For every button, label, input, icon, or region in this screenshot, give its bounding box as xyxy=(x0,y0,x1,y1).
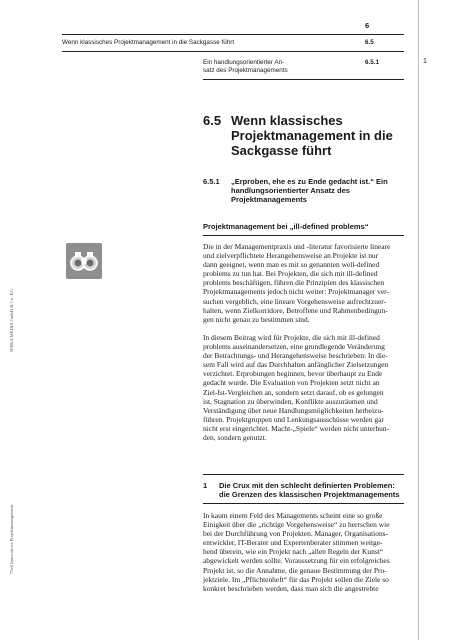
sidebar-book-title: 73e6 Innovatives Projektmanagement xyxy=(9,504,14,574)
text-line: gedacht wurde. Die Evaluation von Projekten setzt nicht an xyxy=(203,378,380,388)
text-line: den, sondern genutzt. xyxy=(203,433,267,443)
heading-ill-defined-problems: Projektmanagement bei „ill-defined problems“ xyxy=(203,222,369,231)
paragraph-intro xyxy=(203,242,403,324)
section-number: 6.5 xyxy=(203,113,222,128)
paragraph-crux xyxy=(203,511,403,593)
section-title-line-3: Sackgasse führt xyxy=(231,143,332,158)
margin-page-number: 1 xyxy=(423,58,427,65)
text-line: hend überein, wie ein Projekt nach „allen Regeln der Kunst“ xyxy=(203,547,384,557)
text-line: verzichtet. Erprobungen beginnen, bevor überhaupt zu Ende xyxy=(203,369,383,379)
text-line: führen. Projektgruppen und Lenkungsausschüsse werden gar xyxy=(203,414,384,424)
heading2-underline xyxy=(203,503,404,504)
text-line: Projektmanagements jedoch nicht weiter: Projektmanager ver- xyxy=(203,287,389,297)
header-rule-middle xyxy=(62,51,404,52)
text-line: ist, Stagnation zu überwinden, Konflikte auszuräumen und xyxy=(203,396,378,406)
text-line: halten, wenn Zielkorridore, Betroffene und Rahmenbedingun- xyxy=(203,305,388,315)
chapter-section-number: 6.5 xyxy=(365,39,374,46)
heading1-underline xyxy=(203,235,404,236)
text-line: Verständigung über neue Handlungsmöglichkeiten herbeizu- xyxy=(203,405,384,415)
header-rule-top xyxy=(62,34,404,35)
text-line: Einigkeit über die „richtige Vorgehensweise“ zu herrschen wie xyxy=(203,520,390,530)
chapter-number: 6 xyxy=(365,21,370,30)
text-line: nicht erst eingerichtet. Macht-„Spiele“ werden nicht unterbun- xyxy=(203,423,390,433)
subsection-header-line-2: satz des Projektmanagements xyxy=(203,67,288,74)
heading2-line-2: die Grenzen des klassischen Projektmanagements xyxy=(219,490,400,499)
subsection-header-number: 6.5.1 xyxy=(365,59,380,66)
text-line: der Betrachtungs- und Herangehensweise beschrieben: In die- xyxy=(203,351,388,361)
text-line: problems zu tun hat. Bei Projekten, die sich mit ill-defined xyxy=(203,269,378,279)
text-line: suchen vergeblich, eine lineare Vorgehensweise aufrechtzuer- xyxy=(203,296,387,306)
binoculars-icon xyxy=(66,243,102,279)
heading2-rule xyxy=(203,474,404,475)
text-line: und zielverpflichtete Herangehensweise an Projekte ist nur xyxy=(203,251,379,261)
text-line: abgewickelt werden sollte. Voraussetzung für ein erfolgreiches xyxy=(203,556,390,566)
subsection-header-line-1: Ein handlungsorientierter An- xyxy=(203,59,285,66)
heading2-line-1: Die Crux mit den schlecht definierten Problemen: xyxy=(219,481,395,490)
header-rule-bottom xyxy=(203,79,404,80)
paragraph-approach xyxy=(203,333,403,442)
sidebar-publisher-note: WEKA MEDIA GmbH & Co. KG xyxy=(9,288,14,352)
text-line: bei der Durchführung von Projekten. Manager, Organisations- xyxy=(203,529,389,539)
text-line: Projekt ist, so die Annahme, die genaue Bestimmung der Pro- xyxy=(203,565,387,575)
text-line: Ziel-Ist-Vergleichen an, sondern setzt darauf, ob es gelungen xyxy=(203,387,384,397)
text-line: problems beschäftigen, führen die Prinzipien des klassischen xyxy=(203,278,385,288)
text-line: dann geeignet, wenn man es mit so genannten well-defined xyxy=(203,260,380,270)
subsection-title-line-3: Projektmanagements xyxy=(231,195,307,204)
section-title-line-1: Wenn klassisches xyxy=(231,113,343,128)
heading2-number: 1 xyxy=(203,481,208,490)
text-line: problems auseinandersetzen, eine grundlegende Veränderung xyxy=(203,342,385,352)
text-line: sem Fall wird auf das Durchhalten anfänglicher Zielsetzungen xyxy=(203,360,389,370)
text-line: Die in der Managementpraxis und -literatur favorisierte lineare xyxy=(203,242,391,251)
text-line: In diesem Beitrag wird für Projekte, die sich mit ill-defined xyxy=(203,333,380,342)
margin-rule xyxy=(418,0,419,640)
section-title-line-2: Projektmanagement in die xyxy=(231,128,393,143)
text-line: In kaum einem Feld des Managements scheint eine so große xyxy=(203,511,383,520)
subsection-number: 6.5.1 xyxy=(203,177,220,186)
text-line: gen nicht genau zu bestimmen sind. xyxy=(203,314,310,324)
subsection-title-line-2: handlungsorientierter Ansatz des xyxy=(231,186,350,195)
chapter-title: Wenn klassisches Projektmanagement in die Sackgasse führt xyxy=(62,39,235,46)
text-line: entwickler, IT-Berater und Expertenberater stimmen weitge- xyxy=(203,538,383,548)
text-line: jektziele. Im „Pflichtenheft“ für das Projekt sollen die Ziele so xyxy=(203,574,389,584)
subsection-title-line-1: „Erproben, ehe es zu Ende gedacht ist.“ Ein xyxy=(231,177,388,186)
text-line: konkret beschrieben werden, dass man sich die angestrebte xyxy=(203,583,379,593)
